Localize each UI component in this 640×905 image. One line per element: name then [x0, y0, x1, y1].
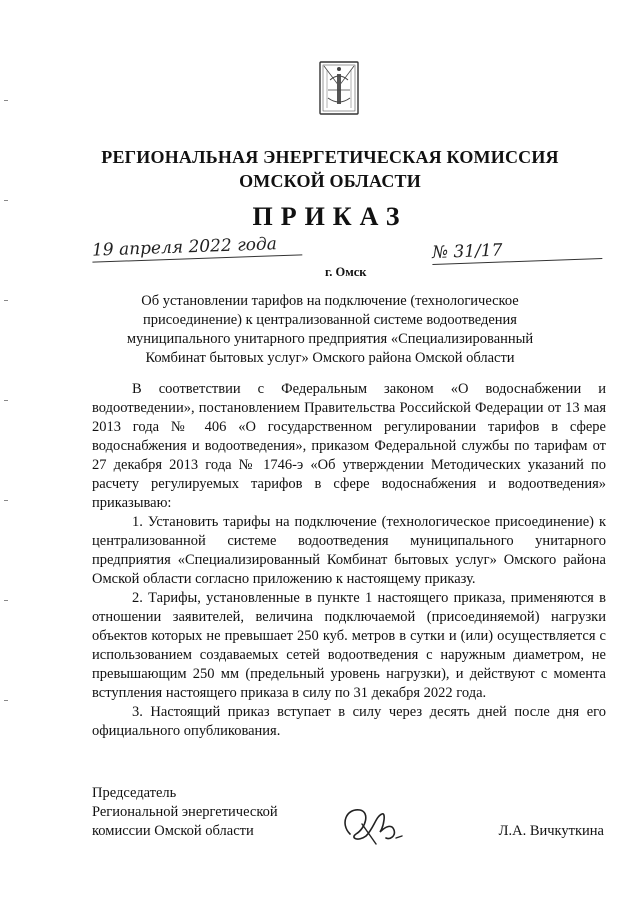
item-1-paragraph: 1. Установить тарифы на подключение (технологическое присоединение) к централизованной системе водоотведения муниципального унитарного предприятия «Специализированный Комбинат бытовых услуг» Омского района Омской области согласно приложению к настоящему приказу. [92, 514, 606, 587]
item-3-paragraph: 3. Настоящий приказ вступает в силу через десять дней после дня его официального опубликования. [92, 704, 606, 739]
order-subject: Об установлении тарифов на подключение (технологическое присоединение) к централизованной системе водоотведения муниципального унитарного предприятия «Специализированный Комбинат бытовых услуг» Омского района Омской области [126, 293, 534, 366]
handwritten-order-number: № 31/17 [432, 237, 603, 265]
organization-region: ОМСКОЙ ОБЛАСТИ [239, 171, 421, 191]
signatory-title-line1: Председатель [92, 785, 177, 801]
handwritten-signature [336, 794, 416, 850]
city-label: г. Омск [325, 265, 367, 279]
item-2-paragraph: 2. Тарифы, установленные в пункте 1 настоящего приказа, применяются в отношении заявителей, величина подключаемой (присоединяемой) нагрузки объектов которых не превышает 250 куб. метров в сутки и (или) осуществляется с использованием создаваемых сетей водоотведения с наружным диаметром, не превышающим 250 мм (предельный уровень нагрузки), и действуют с момента вступления настоящего приказа в силу по 31 декабря 2022 года. [92, 590, 606, 701]
organization-title: РЕГИОНАЛЬНАЯ ЭНЕРГЕТИЧЕСКАЯ КОМИССИЯ [101, 147, 559, 167]
signer-name: Л.А. Вичкуткина [498, 823, 604, 839]
document-type-title: ПРИКАЗ [252, 202, 408, 231]
coat-of-arms-icon [318, 60, 360, 118]
signatory-title-line2: Региональной энергетической [92, 804, 278, 820]
signatory-title-line3: комиссии Омской области [92, 823, 254, 839]
preamble-paragraph: В соответствии с Федеральным законом «О водоснабжении и водоотведении», постановлением Правительства Российской Федерации от 13 мая 2013 года № 406 «О государственном регулировании тарифов в сфере водоснабжения и водоотведения», приказом Федеральной службы по тарифам от 27 декабря 2013 года № 1746-э «Об утверждении Методических указаний по расчету регулируемых тарифов в сфере водоснабжения и водоотведения» приказываю: [92, 381, 606, 511]
handwritten-date: 19 апреля 2022 года [92, 233, 303, 262]
order-body [92, 380, 606, 741]
signatory-position [92, 784, 278, 841]
